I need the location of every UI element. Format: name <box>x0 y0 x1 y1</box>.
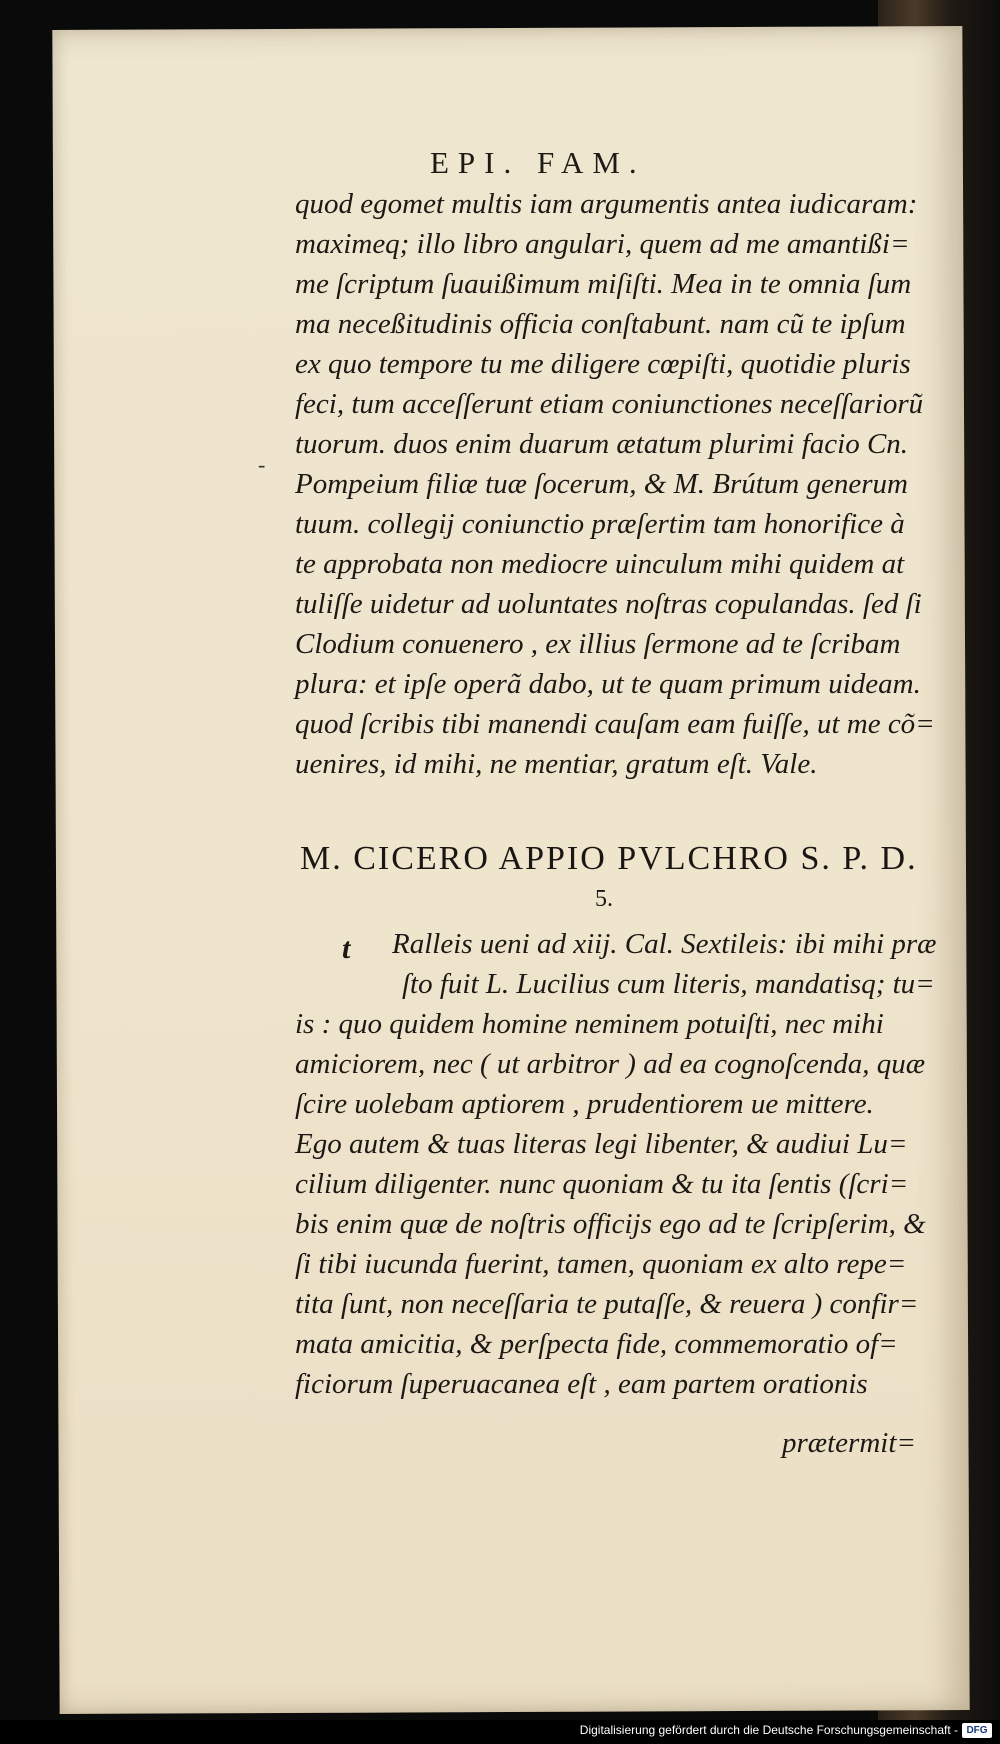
text-line: ma neceßitudinis officia conſtabunt. nam cũ te ipſum <box>295 308 906 340</box>
text-line: mata amicitia, & perſpecta fide, commemoratio of= <box>295 1328 898 1360</box>
funding-credit: Digitalisierung gefördert durch die Deutsche Forschungsgemeinschaft - <box>579 1723 958 1737</box>
text-line: feci, tum acceſſerunt etiam coniunctiones neceſſariorũ <box>295 388 924 420</box>
text-line: ſi tibi iucunda fuerint, tamen, quoniam ex alto repe= <box>295 1248 907 1280</box>
text-line: ficiorum ſuperuacanea eſt , eam partem orationis <box>295 1368 868 1400</box>
margin-mark: - <box>258 452 266 477</box>
text-line: Clodium conuenero , ex illius ſermone ad te ſcribam <box>295 628 901 660</box>
text-line: Ego autem & tuas literas legi libenter, & audiui Lu= <box>295 1128 908 1160</box>
letter-heading: M. CICERO APPIO PVLCHRO S. P. D. <box>300 840 918 877</box>
text-line: amiciorem, nec ( ut arbitror ) ad ea cognoſcenda, quæ <box>295 1048 926 1080</box>
running-head: EPI. FAM. <box>430 145 646 180</box>
text-line: tita ſunt, non neceſſaria te putaſſe, & reuera ) confir= <box>295 1288 919 1320</box>
text-line: ſto fuit L. Lucilius cum literis, mandatisq; tu= <box>402 968 935 1000</box>
text-line: quod egomet multis iam argumentis antea iudicaram: <box>295 188 918 220</box>
text-line: ex quo tempore tu me diligere cœpiſti, quotidie pluris <box>295 348 911 380</box>
letter-number: 5. <box>595 886 613 912</box>
text-line: is : quo quidem homine neminem potuiſti, nec mihi <box>295 1008 884 1040</box>
text-line: cilium diligenter. nunc quoniam & tu ita ſentis (ſcri= <box>295 1168 909 1200</box>
text-line: tuorum. duos enim duarum ætatum plurimi facio Cn. <box>295 428 909 460</box>
text-line: uenires, id mihi, ne mentiar, gratum eſt. Vale. <box>295 748 818 780</box>
text-line: Pompeium filiæ tuæ ſocerum, & M. Brútum generum <box>295 468 908 500</box>
text-line: quod ſcribis tibi manendi cauſam eam fuiſſe, ut me cõ= <box>295 708 935 740</box>
text-line: tuum. collegij coniunctio præſertim tam honorifice à <box>295 508 905 540</box>
text-line: Ralleis ueni ad xiij. Cal. Sextileis: ibi mihi præ <box>392 928 937 960</box>
text-line: tuliſſe uidetur ad uoluntates noſtras copulandas. ſed ſi <box>295 588 922 620</box>
catchword: prætermit= <box>782 1427 916 1459</box>
text-line: maximeq; illo libro angulari, quem ad me amantißi= <box>295 228 910 260</box>
text-line: bis enim quæ de noſtris officijs ego ad te ſcripſerim, & <box>295 1208 926 1240</box>
dfg-logo: DFG <box>962 1723 992 1738</box>
drop-initial: t <box>342 932 351 965</box>
text-line: me ſcriptum ſuauißimum miſiſti. Mea in te omnia ſum <box>295 268 912 300</box>
text-line: ſcire uolebam aptiorem , prudentiorem ue mittere. <box>295 1088 874 1120</box>
text-line: plura: et ipſe operã dabo, ut te quam primum uideam. <box>295 668 921 700</box>
text-line: te approbata non mediocre uinculum mihi quidem at <box>295 548 905 580</box>
